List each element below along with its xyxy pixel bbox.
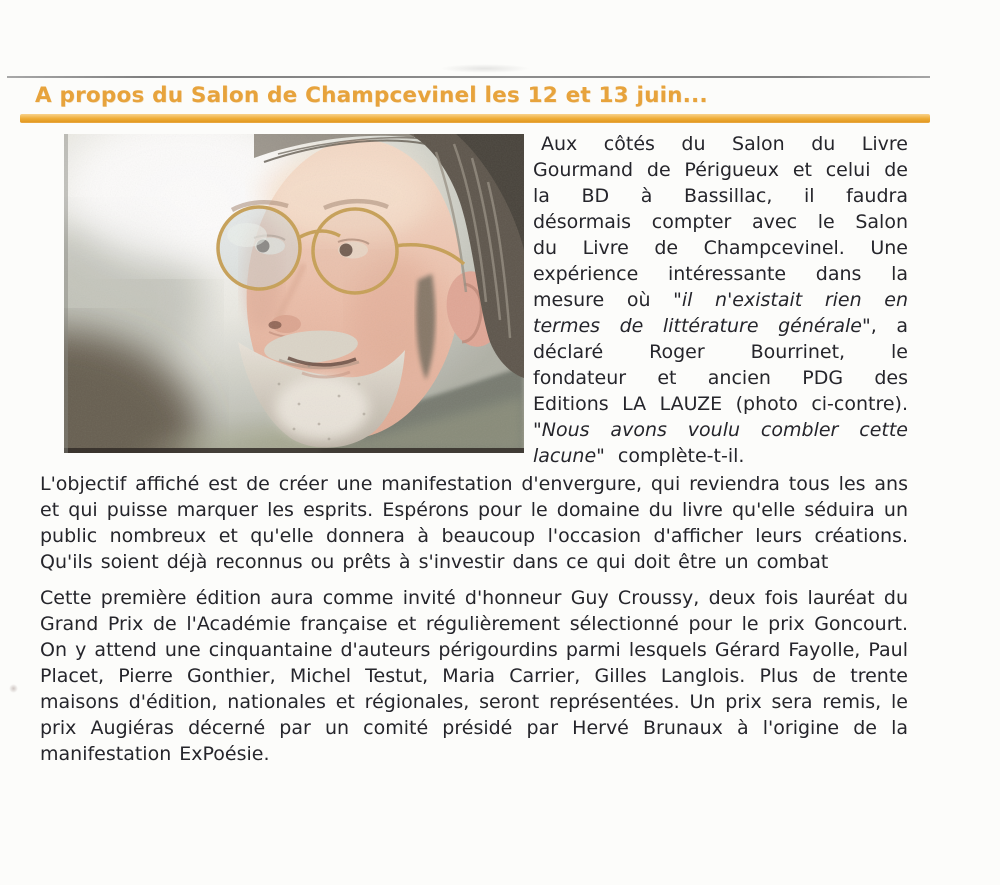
paragraph-lead-continued: L'objectif affiché est de créer une manifestation d'envergure, qui reviendra tous les ans et qui puisse marquer les esprits. Espérons pour le domaine du livre qu'elle séduira un public nombreux et qu'elle donnera à beaucoup l'occasion d'afficher leurs créations. Qu'ils soient déjà reconnus ou prêts à s'investir dans ce qui doit être un combat (40, 473, 908, 573)
p1-run-2-italic: il n'existait rien en termes de littérature générale (533, 289, 908, 337)
p1-run-4-italic: "Nous avons voulu combler cette lacune (533, 419, 908, 467)
p1-run-3: ", a déclaré Roger Bourrinet, le fondateur et ancien PDG des Editions LA LAUZE (photo ci-contre). (533, 315, 908, 415)
scan-speck (9, 684, 18, 693)
paragraph-lead (40, 131, 908, 469)
portrait-photo (64, 134, 524, 453)
article-body (40, 131, 908, 767)
section-heading: A propos du Salon de Champcevinel les 12 et 13 juin... (35, 83, 708, 108)
paragraph-2: Cette première édition aura comme invité d'honneur Guy Croussy, deux fois lauréat du Grand Prix de l'Académie française et régulièrement sélectionné pour le prix Goncourt. On y attend une cinquantaine d'auteurs périgourdins parmi lesquels Gérard Fayolle, Paul Placet, Pierre Gonthier, Michel Testut, Maria Carrier, Gilles Langlois. Plus de trente maisons d'édition, nationales et régionales, seront représentées. Un prix sera remis, le prix Augiéras décerné par un comité présidé par Hervé Brunaux à l'origine de la manifestation ExPoésie. (40, 587, 908, 765)
top-rule (7, 76, 930, 78)
portrait-photo-image (64, 134, 524, 453)
scan-smudge (440, 64, 530, 73)
p1-run-1: Aux côtés du Salon du Livre Gourmand de Périgueux et celui de la BD à Bassillac, il faudra désormais compter avec le Salon du Livre de Champcevinel. Une expérience intéressante dans la mesure où " (533, 133, 908, 311)
accent-bar (20, 114, 930, 123)
p1-run-5: " complète-t-il. (596, 445, 745, 467)
